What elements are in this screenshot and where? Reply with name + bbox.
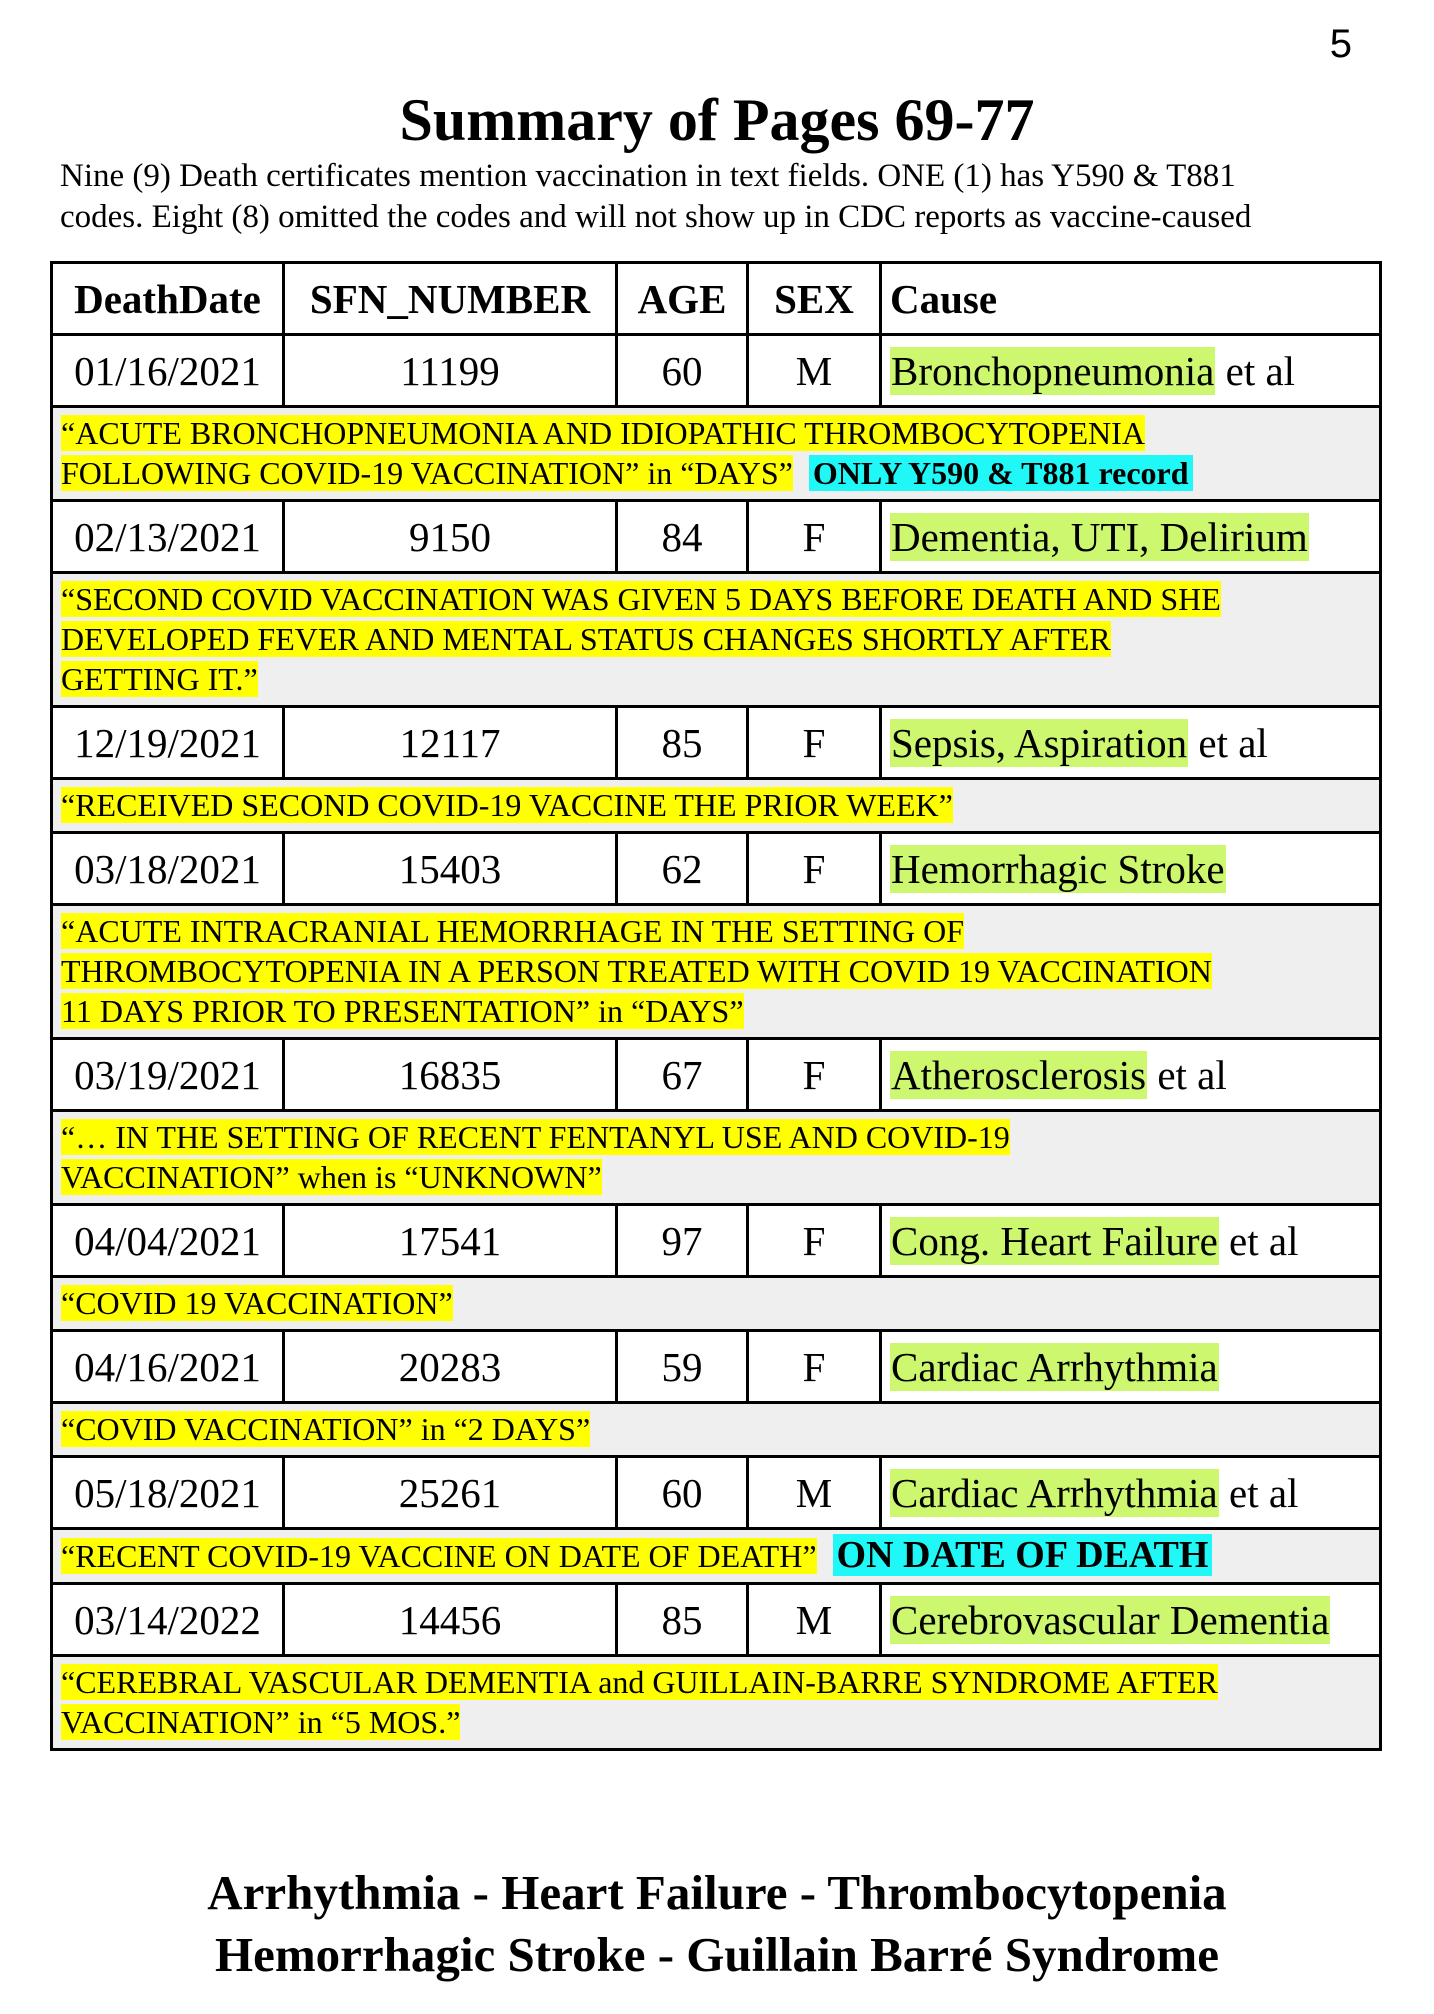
note-line (61, 951, 1373, 991)
sex-cell: F (749, 1206, 882, 1275)
certificate-text-note (53, 1657, 1379, 1748)
cause-highlight: Atherosclerosis (891, 1051, 1147, 1098)
note-line (61, 1535, 1373, 1576)
header-sfn-number: SFN_NUMBER (285, 264, 618, 333)
cause-highlight: Hemorrhagic Stroke (891, 845, 1225, 892)
table-row (53, 1332, 1379, 1404)
cause-cell (882, 1458, 1379, 1527)
certificate-text-note (53, 780, 1379, 834)
note-highlight: THROMBOCYTOPENIA IN A PERSON TREATED WITH COVID 19 VACCINATION (61, 953, 1212, 989)
cause-suffix: et al (1188, 719, 1268, 766)
cause-cell (882, 1206, 1379, 1275)
sfn-number-cell: 20283 (285, 1332, 618, 1401)
cause-highlight: Bronchopneumonia (891, 347, 1215, 394)
death-date-cell: 04/04/2021 (53, 1206, 285, 1275)
note-highlight: “COVID 19 VACCINATION” (61, 1285, 453, 1321)
note-line (61, 1409, 1373, 1449)
table-row (53, 336, 1379, 408)
cause-cell (882, 834, 1379, 903)
note-line (61, 659, 1373, 699)
note-line (61, 1157, 1373, 1197)
sex-cell: F (749, 502, 882, 571)
death-date-cell: 03/19/2021 (53, 1040, 285, 1109)
cause-highlight: Dementia, UTI, Delirium (891, 513, 1308, 560)
page-number: 5 (1329, 22, 1352, 66)
cause-highlight: Cong. Heart Failure (891, 1217, 1218, 1264)
note-line (61, 453, 1373, 493)
table-row (53, 708, 1379, 780)
cause-suffix: et al (1215, 347, 1296, 394)
table-row (53, 1585, 1379, 1657)
note-highlight: “RECENT COVID-19 VACCINE ON DATE OF DEATH” (61, 1538, 817, 1574)
sex-cell: F (749, 834, 882, 903)
note-highlight: GETTING IT.” (61, 661, 258, 697)
note-line (61, 413, 1373, 453)
sex-cell: M (749, 336, 882, 405)
sex-cell: F (749, 708, 882, 777)
footer-summary (0, 1862, 1434, 1986)
sex-cell: M (749, 1585, 882, 1654)
page-title: Summary of Pages 69-77 (399, 87, 1035, 153)
note-highlight: VACCINATION” in “5 MOS.” (61, 1704, 461, 1740)
header-sex: SEX (749, 264, 882, 333)
certificate-text-note (53, 1112, 1379, 1206)
table-row (53, 1458, 1379, 1530)
death-date-cell: 05/18/2021 (53, 1458, 285, 1527)
death-date-cell: 04/16/2021 (53, 1332, 285, 1401)
certificate-text-note (53, 574, 1379, 708)
note-line (61, 991, 1373, 1031)
sfn-number-cell: 17541 (285, 1206, 618, 1275)
cause-suffix: et al (1147, 1051, 1227, 1098)
age-cell: 84 (618, 502, 749, 571)
cause-cell (882, 336, 1379, 405)
note-highlight: “ACUTE INTRACRANIAL HEMORRHAGE IN THE SETTING OF (61, 913, 965, 949)
age-cell: 85 (618, 1585, 749, 1654)
age-cell: 97 (618, 1206, 749, 1275)
death-date-cell: 03/14/2022 (53, 1585, 285, 1654)
age-cell: 62 (618, 834, 749, 903)
certificate-text-note (53, 1278, 1379, 1332)
header-cause: Cause (890, 275, 998, 322)
header-age: AGE (618, 264, 749, 333)
note-line (61, 1662, 1373, 1702)
sex-cell: F (749, 1040, 882, 1109)
note-line (61, 785, 1373, 825)
note-line (61, 619, 1373, 659)
death-date-cell: 12/19/2021 (53, 708, 285, 777)
age-cell: 60 (618, 1458, 749, 1527)
cause-suffix: et al (1218, 1217, 1299, 1264)
footer-line: Hemorrhagic Stroke - Guillain Barré Syndrome (215, 1927, 1219, 1982)
cause-cell (882, 1040, 1379, 1109)
intro-line: Nine (9) Death certificates mention vaccination in text fields. ONE (1) has Y590 & T881 (60, 158, 1236, 194)
table-row (53, 1040, 1379, 1112)
age-cell: 59 (618, 1332, 749, 1401)
cause-cell (882, 1332, 1379, 1401)
note-highlight: “… IN THE SETTING OF RECENT FENTANYL USE AND COVID-19 (61, 1119, 1010, 1155)
cause-cell (882, 502, 1379, 571)
note-highlight: FOLLOWING COVID-19 VACCINATION” in “DAYS” (61, 455, 793, 491)
status-badge: ON DATE OF DEATH (833, 1534, 1213, 1576)
death-date-cell: 01/16/2021 (53, 336, 285, 405)
intro-line: codes. Eight (8) omitted the codes and will not show up in CDC reports as vaccine-caused (60, 199, 1252, 235)
table-row (53, 1206, 1379, 1278)
certificate-text-note (53, 906, 1379, 1040)
note-highlight: “ACUTE BRONCHOPNEUMONIA AND IDIOPATHIC THROMBOCYTOPENIA (61, 415, 1145, 451)
sfn-number-cell: 25261 (285, 1458, 618, 1527)
note-line (61, 1702, 1373, 1742)
sfn-number-cell: 15403 (285, 834, 618, 903)
certificate-text-note (53, 1530, 1379, 1585)
note-highlight: “COVID VACCINATION” in “2 DAYS” (61, 1411, 591, 1447)
table-header-row (53, 264, 1379, 336)
note-highlight: DEVELOPED FEVER AND MENTAL STATUS CHANGES SHORTLY AFTER (61, 621, 1111, 657)
note-highlight: 11 DAYS PRIOR TO PRESENTATION” in “DAYS” (61, 993, 744, 1029)
sfn-number-cell: 12117 (285, 708, 618, 777)
sex-cell: F (749, 1332, 882, 1401)
cause-suffix: et al (1218, 1469, 1299, 1516)
note-highlight: “SECOND COVID VACCINATION WAS GIVEN 5 DAYS BEFORE DEATH AND SHE (61, 581, 1221, 617)
sfn-number-cell: 9150 (285, 502, 618, 571)
note-highlight: VACCINATION” when is “UNKNOWN” (61, 1159, 602, 1195)
intro-paragraph (60, 156, 1400, 238)
sfn-number-cell: 11199 (285, 336, 618, 405)
note-line (61, 911, 1373, 951)
note-highlight: “RECEIVED SECOND COVID-19 VACCINE THE PRIOR WEEK” (61, 787, 953, 823)
cause-cell (882, 1585, 1379, 1654)
certificate-text-note (53, 408, 1379, 502)
table-row (53, 502, 1379, 574)
death-certificate-table (50, 261, 1382, 1751)
note-line (61, 1283, 1373, 1323)
footer-line: Arrhythmia - Heart Failure - Thrombocytopenia (207, 1865, 1227, 1920)
cause-highlight: Sepsis, Aspiration (891, 719, 1188, 766)
death-date-cell: 03/18/2021 (53, 834, 285, 903)
note-line (61, 579, 1373, 619)
sfn-number-cell: 14456 (285, 1585, 618, 1654)
cause-cell (882, 708, 1379, 777)
note-line (61, 1117, 1373, 1157)
note-highlight: “CEREBRAL VASCULAR DEMENTIA and GUILLAIN-BARRE SYNDROME AFTER (61, 1664, 1218, 1700)
status-badge: ONLY Y590 & T881 record (809, 455, 1193, 491)
age-cell: 60 (618, 336, 749, 405)
certificate-text-note (53, 1404, 1379, 1458)
cause-highlight: Cardiac Arrhythmia (891, 1343, 1218, 1390)
death-date-cell: 02/13/2021 (53, 502, 285, 571)
sfn-number-cell: 16835 (285, 1040, 618, 1109)
sex-cell: M (749, 1458, 882, 1527)
header-death-date: DeathDate (53, 264, 285, 333)
cause-highlight: Cardiac Arrhythmia (891, 1469, 1218, 1516)
age-cell: 85 (618, 708, 749, 777)
age-cell: 67 (618, 1040, 749, 1109)
table-row (53, 834, 1379, 906)
cause-highlight: Cerebrovascular Dementia (891, 1596, 1330, 1643)
